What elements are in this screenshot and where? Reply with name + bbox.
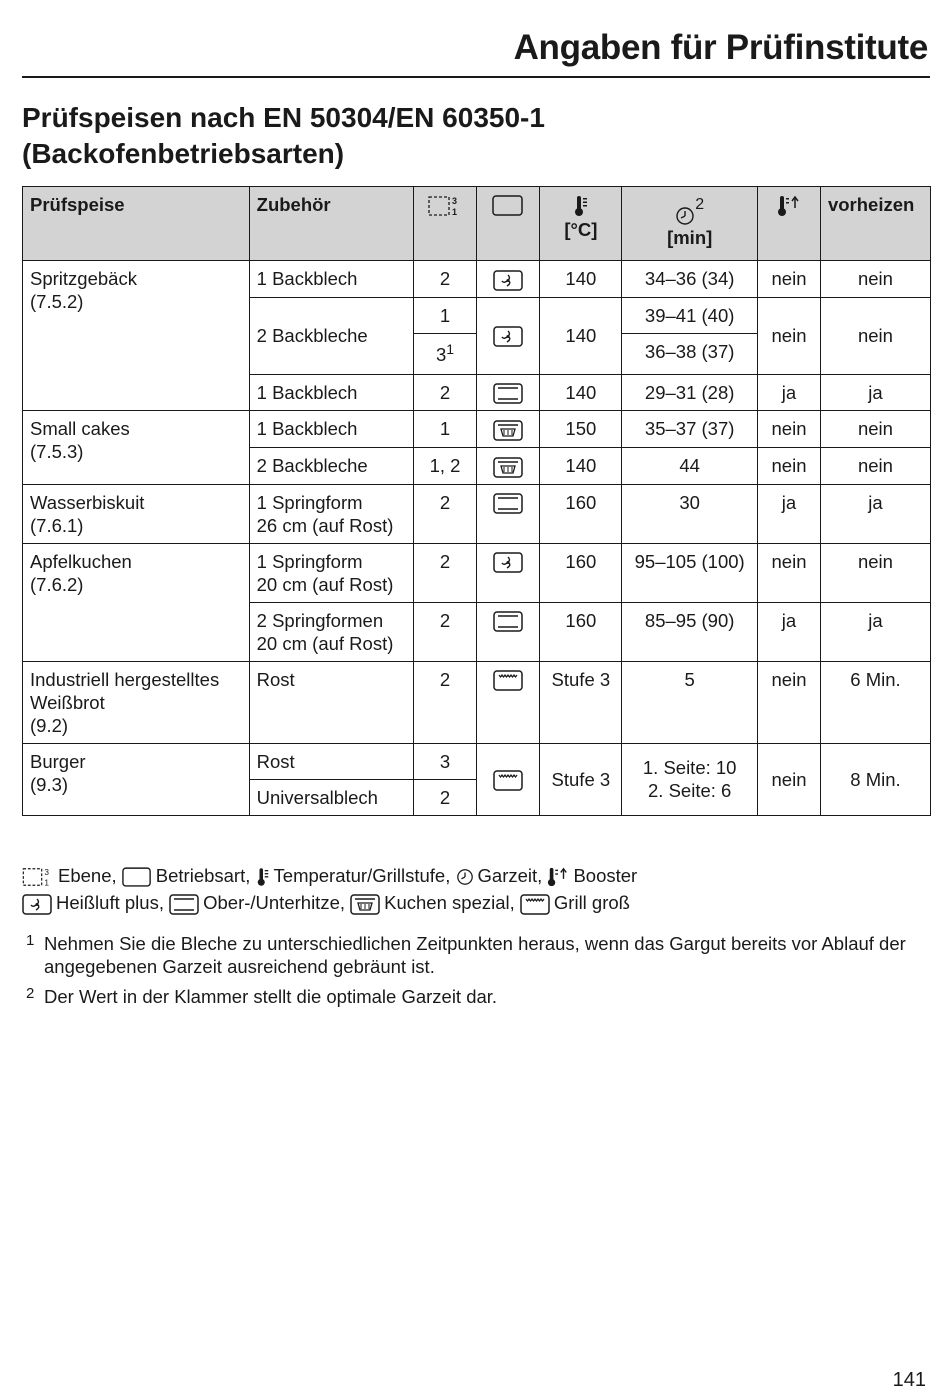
- time-cell: 5: [622, 661, 758, 743]
- temp-cell: 140: [540, 297, 622, 374]
- food-cell: [23, 661, 250, 743]
- booster-icon: [777, 194, 801, 218]
- header-preheat: vorheizen: [820, 187, 930, 261]
- booster-cell: nein: [758, 411, 821, 448]
- food-ref: (9.3): [30, 773, 69, 795]
- header-level: [413, 187, 477, 261]
- temp-cell: 160: [540, 484, 622, 543]
- temp-cell: 160: [540, 543, 622, 602]
- booster-cell: ja: [758, 602, 821, 661]
- booster-cell: nein: [758, 661, 821, 743]
- legend-betriebsart: Betriebsart,: [155, 865, 251, 886]
- mode-icon: [492, 195, 524, 217]
- table-row: [23, 411, 931, 448]
- temp-cell: 140: [540, 374, 622, 411]
- accessory-cell: [249, 543, 413, 602]
- food-name: Burger: [30, 750, 86, 772]
- preheat-cell: 6 Min.: [820, 661, 930, 743]
- food-ref: (7.5.3): [30, 441, 84, 463]
- time-cell: [622, 743, 758, 815]
- time-line1: 1. Seite: 10: [642, 757, 737, 779]
- mode-icon: [122, 867, 152, 888]
- booster-cell: nein: [758, 543, 821, 602]
- level-cell: 2: [413, 779, 477, 815]
- accessory-cell: 1 Backblech: [249, 261, 413, 298]
- food-name-line2: Weißbrot: [30, 691, 105, 713]
- preheat-cell: nein: [820, 411, 930, 448]
- footnote-2-text: Der Wert in der Klammer stellt die optimale Garzeit dar.: [44, 986, 498, 1007]
- accessory-line2: 20 cm (auf Rost): [256, 632, 394, 654]
- header-time: [622, 187, 758, 261]
- cake-special-icon: [350, 894, 380, 915]
- accessory-line1: 1 Springform: [256, 491, 363, 513]
- food-name: Small cakes: [30, 418, 130, 440]
- legend-grill: Grill groß: [553, 892, 630, 913]
- booster-cell: nein: [758, 261, 821, 298]
- booster-cell: nein: [758, 297, 821, 374]
- accessory-cell: 2 Backbleche: [249, 447, 413, 484]
- shelf-level-icon: [428, 194, 462, 218]
- section-title-line1: Prüfspeisen nach EN 50304/EN 60350-1: [22, 102, 545, 133]
- table-row: [23, 743, 931, 779]
- temp-cell: 160: [540, 602, 622, 661]
- food-ref: (7.6.2): [30, 573, 84, 595]
- time-cell: 39–41 (40): [622, 297, 758, 333]
- level-cell: 2: [413, 602, 477, 661]
- top-bottom-heat-icon: [493, 493, 523, 514]
- time-unit: [min]: [667, 227, 713, 249]
- accessory-line1: 1 Springform: [256, 550, 363, 572]
- mode-cell: [477, 411, 540, 448]
- temp-cell: 140: [540, 447, 622, 484]
- accessory-cell: 2 Backbleche: [249, 297, 413, 374]
- level-cell: 2: [413, 484, 477, 543]
- accessory-line2: 20 cm (auf Rost): [256, 573, 394, 595]
- booster-cell: ja: [758, 374, 821, 411]
- mode-cell: [477, 743, 540, 815]
- accessory-cell: Rost: [249, 661, 413, 743]
- accessory-line1: 2 Springformen: [256, 609, 384, 631]
- footnote-1-text: Nehmen Sie die Bleche zu unterschiedlichen Zeitpunkten heraus, wenn das Gargut bereits vor Ablauf der angegebenen Garzeit ausreichend gebräunt ist.: [44, 933, 906, 977]
- legend-kuchen: Kuchen spezial,: [384, 892, 515, 913]
- header-temperature: [540, 187, 622, 261]
- cake-special-icon: [493, 420, 523, 441]
- footnote-1-number: 1: [26, 932, 35, 949]
- thermometer-icon: [573, 194, 589, 218]
- legend-row-2: [22, 889, 637, 916]
- section-title-line2: (Backofenbetriebsarten): [22, 138, 345, 169]
- time-header-footnote: 2: [695, 196, 705, 213]
- level-cell: 2: [413, 261, 477, 298]
- test-food-table: [22, 186, 931, 816]
- legend-temperatur: Temperatur/Grillstufe,: [273, 865, 451, 886]
- table-row: [23, 661, 931, 743]
- time-line2: 2. Seite: 6: [648, 780, 732, 802]
- symbol-legend: [22, 862, 637, 916]
- accessory-cell: Universalblech: [249, 779, 413, 815]
- level-cell: 1: [413, 411, 477, 448]
- header-food: Prüfspeise: [23, 187, 250, 261]
- temperature-unit: [°C]: [564, 219, 598, 241]
- fan-plus-icon: [493, 270, 523, 291]
- accessory-cell: Rost: [249, 743, 413, 779]
- temp-cell: 140: [540, 261, 622, 298]
- time-cell: 44: [622, 447, 758, 484]
- grill-large-icon: [493, 670, 523, 691]
- table-row: [23, 261, 931, 298]
- mode-cell: [477, 374, 540, 411]
- preheat-cell: nein: [820, 543, 930, 602]
- mode-cell: [477, 297, 540, 374]
- legend-heissluft: Heißluft plus,: [56, 892, 164, 913]
- thermometer-icon: [256, 866, 270, 888]
- food-cell: [23, 261, 250, 411]
- mode-cell: [477, 261, 540, 298]
- preheat-cell: 8 Min.: [820, 743, 930, 815]
- svg-text:1: 1: [452, 207, 458, 218]
- legend-booster: Booster: [573, 865, 638, 886]
- preheat-cell: ja: [820, 374, 930, 411]
- top-bottom-heat-icon: [493, 611, 523, 632]
- shelf-level-icon: [22, 866, 54, 888]
- time-cell: 34–36 (34): [622, 261, 758, 298]
- legend-row-1: [22, 862, 637, 889]
- legend-ebene: Ebene,: [58, 865, 117, 886]
- footnote-1: [22, 932, 914, 978]
- food-ref: (7.6.1): [30, 514, 84, 536]
- fan-plus-icon: [493, 552, 523, 573]
- svg-text:3: 3: [44, 868, 50, 878]
- accessory-line2: 26 cm (auf Rost): [256, 514, 394, 536]
- food-cell: [23, 743, 250, 815]
- temp-cell: Stufe 3: [540, 743, 622, 815]
- mode-cell: [477, 602, 540, 661]
- preheat-cell: nein: [820, 447, 930, 484]
- mode-cell: [477, 543, 540, 602]
- table-header-row: [23, 187, 931, 261]
- table-row: [23, 543, 931, 602]
- booster-icon: [547, 866, 569, 888]
- accessory-cell: 1 Backblech: [249, 411, 413, 448]
- time-cell: 95–105 (100): [622, 543, 758, 602]
- food-ref: (9.2): [30, 714, 69, 736]
- level-cell: 2: [413, 374, 477, 411]
- food-cell: [23, 411, 250, 484]
- svg-text:1: 1: [44, 878, 50, 888]
- food-cell: [23, 543, 250, 661]
- grill-large-icon: [493, 770, 523, 791]
- level-cell: [413, 333, 477, 374]
- cake-special-icon: [493, 457, 523, 478]
- level-cell: 1, 2: [413, 447, 477, 484]
- header-booster: [758, 187, 821, 261]
- food-name-line1: Industriell hergestelltes: [30, 668, 220, 690]
- temp-cell: Stufe 3: [540, 661, 622, 743]
- time-cell: 36–38 (37): [622, 333, 758, 374]
- food-ref: (7.5.2): [30, 291, 84, 312]
- accessory-cell: [249, 484, 413, 543]
- mode-cell: [477, 484, 540, 543]
- accessory-cell: 1 Backblech: [249, 374, 413, 411]
- fan-plus-icon: [22, 894, 52, 915]
- level-cell: 3: [413, 743, 477, 779]
- grill-large-icon: [520, 894, 550, 915]
- mode-cell: [477, 447, 540, 484]
- preheat-cell: nein: [820, 297, 930, 374]
- header-mode: [477, 187, 540, 261]
- header-accessory: Zubehör: [249, 187, 413, 261]
- time-cell: 29–31 (28): [622, 374, 758, 411]
- booster-cell: nein: [758, 743, 821, 815]
- footnote-ref: 1: [446, 340, 455, 357]
- footnote-2-number: 2: [26, 985, 35, 1002]
- top-bottom-heat-icon: [169, 894, 199, 915]
- booster-cell: nein: [758, 447, 821, 484]
- temp-cell: 150: [540, 411, 622, 448]
- level-cell: 1: [413, 297, 477, 333]
- header-rule: [22, 76, 930, 78]
- table-row: [23, 484, 931, 543]
- page-number: 141: [892, 1369, 926, 1391]
- section-title: [22, 100, 545, 172]
- accessory-cell: [249, 602, 413, 661]
- svg-text:3: 3: [452, 196, 458, 207]
- page-header-title: Angaben für Prüfinstitute: [513, 28, 928, 67]
- time-cell: 85–95 (90): [622, 602, 758, 661]
- legend-oberunter: Ober-/Unterhitze,: [203, 892, 345, 913]
- legend-garzeit: Garzeit,: [477, 865, 543, 886]
- food-name: Spritzgebäck: [30, 268, 137, 289]
- preheat-cell: ja: [820, 484, 930, 543]
- time-cell: 30: [622, 484, 758, 543]
- clock-icon: [456, 868, 474, 886]
- time-cell: 35–37 (37): [622, 411, 758, 448]
- preheat-cell: nein: [820, 261, 930, 298]
- preheat-cell: ja: [820, 602, 930, 661]
- fan-plus-icon: [493, 326, 523, 347]
- mode-cell: [477, 661, 540, 743]
- top-bottom-heat-icon: [493, 383, 523, 404]
- level-value: 3: [435, 343, 447, 365]
- food-name: Apfelkuchen: [30, 550, 132, 572]
- food-name: Wasserbiskuit: [30, 491, 145, 513]
- level-cell: 2: [413, 543, 477, 602]
- level-cell: 2: [413, 661, 477, 743]
- clock-icon: [675, 206, 695, 226]
- booster-cell: ja: [758, 484, 821, 543]
- food-cell: [23, 484, 250, 543]
- footnote-2: [22, 985, 914, 1008]
